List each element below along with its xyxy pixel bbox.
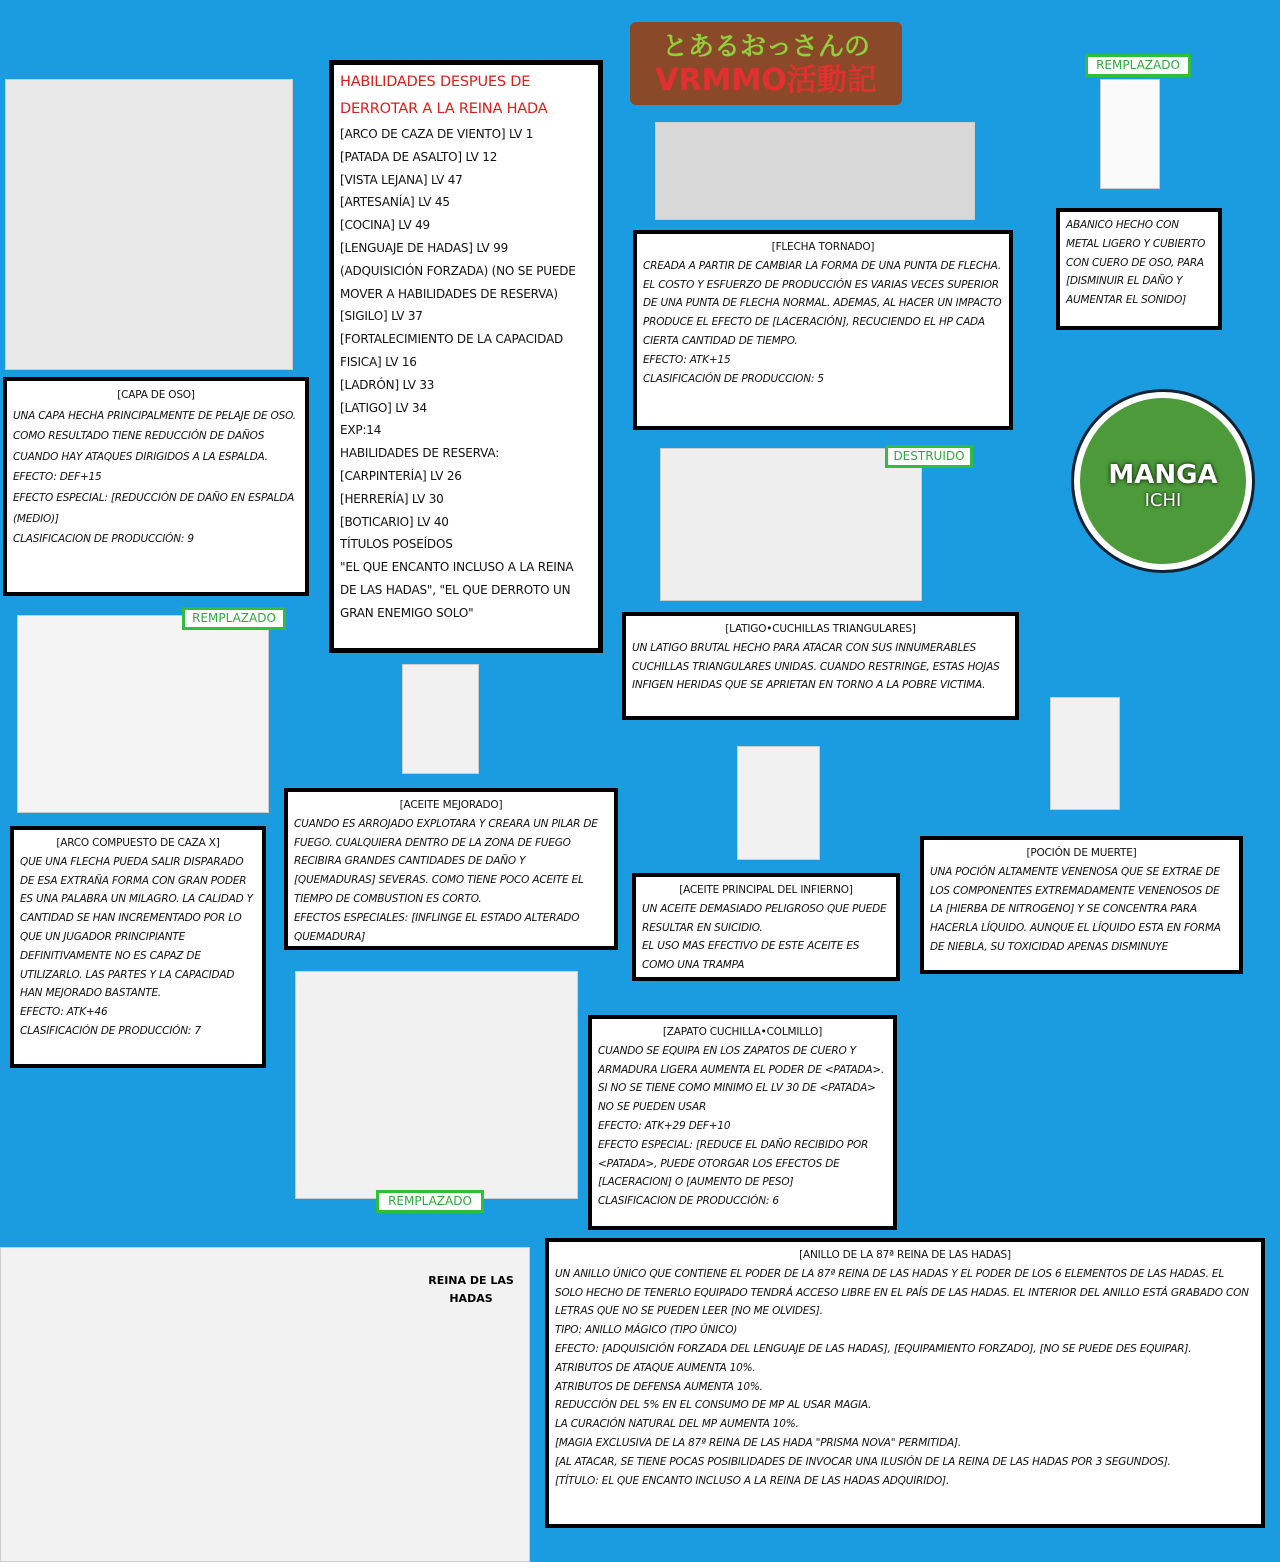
item-capa-de-oso: [CAPA DE OSO] UNA CAPA HECHA PRINCIPALMENTE DE PELAJE DE OSO. COMO RESULTADO TIENE REDUCCIÓN DE DAÑOS CUANDO HAY ATAQUES DIRIGIDOS A LA ESPALDA. EFECTO: DEF+15 EFECTO ESPECIAL: [REDUCCIÓN DE DAÑO EN ESPALDA (MEDIO)] CLASIFICACION DE PRODUCCIÓN: 9 xyxy=(3,377,309,596)
bow-panel xyxy=(17,615,269,813)
series-logo: とあるおっさんの VRMMO活動記 xyxy=(630,22,902,105)
item-anillo: [ANILLO DE LA 87ª REINA DE LAS HADAS] UN ANILLO ÚNICO QUE CONTIENE EL PODER DE LA 87ª REINA DE LAS HADAS Y EL PODER DE LOS 6 ELEMENTOS DE LAS HADAS. EL SOLO HECHO DE TENERLO EQUIPADO TENDRÁ ACCESO LIBRE EN EL PAÍS DE LAS HADAS. EL INTERIOR DEL ANILLO ESTÁ GRABADO CON LETRAS QUE NO SE PUEDEN LEER [NO ME OLVIDES]. TIPO: ANILLO MÁGICO (TIPO ÚNICO) EFECTO: [ADQUISICIÓN FORZADA DEL LENGUAJE DE LAS HADAS], [EQUIPAMIENTO FORZADO], [NO SE PUEDE DES EQUIPAR]. ATRIBUTOS DE ATAQUE AUMENTA 10%. ATRIBUTOS DE DEFENSA AUMENTA 10%. REDUCCIÓN DEL 5% EN EL CONSUMO DE MP AL USAR MAGIA. LA CURACIÓN NATURAL DEL MP AUMENTA 10%. [MAGIA EXCLUSIVA DE LA 87ª REINA DE LAS HADA "PRISMA NOVA" PERMITIDA]. [AL ATACAR, SE TIENE POCAS POSIBILIDADES DE INVOCAR UNA ILUSIÓN DE LA REINA DE LAS HADAS POR 3 SEGUNDOS]. [TÍTULO: EL QUE ENCANTO INCLUSO A LA REINA DE LAS HADAS ADQUIRIDO]. xyxy=(545,1238,1265,1528)
skills-box: HABILIDADES DESPUES DE DERROTAR A LA REINA HADA [ARCO DE CAZA DE VIENTO] LV 1 [PATADA DE ASALTO] LV 12 [VISTA LEJANA] LV 47 [ARTESANÍA] LV 45 [COCINA] LV 49 [LENGUAJE DE HADAS] LV 99 (ADQUISICIÓN FORZADA) (NO SE PUEDE MOVER A HABILIDADES DE RESERVA) [SIGILO] LV 37 [FORTALECIMIENTO DE LA CAPACIDAD FISICA] LV 16 [LADRÓN] LV 33 [LATIGO] LV 34 EXP:14 HABILIDADES DE RESERVA: [CARPINTERÍA] LV 26 [HERRERÍA] LV 30 [BOTICARIO] LV 40 TÍTULOS POSEÍDOS "EL QUE ENCANTO INCLUSO A LA REINA DE LAS HADAS", "EL QUE DERROTO UN GRAN ENEMIGO SOLO" xyxy=(329,60,603,653)
flask-image xyxy=(402,664,479,774)
replaced-badge: REMPLAZADO xyxy=(376,1190,484,1213)
item-aceite-mejorado: [ACEITE MEJORADO] CUANDO ES ARROJADO EXPLOTARA Y CREARA UN PILAR DE FUEGO. CUALQUIERA DENTRO DE LA ZONA DE FUEGO RECIBIRA GRANDES CANTIDADES DE DAÑO Y [QUEMADURAS] SEVERAS. COMO TIENE POCO ACEITE EL TIEMPO DE COMBUSTION ES CORTO. EFECTOS ESPECIALES: [INFLINGE EL ESTADO ALTERADO QUEMADURA] xyxy=(284,788,618,950)
destroyed-badge: DESTRUIDO xyxy=(885,445,973,468)
item-flecha-tornado: [FLECHA TORNADO] CREADA A PARTIR DE CAMBIAR LA FORMA DE UNA PUNTA DE FLECHA. EL COSTO Y ESFUERZO DE PRODUCCIÓN ES VARIAS VECES SUPERIOR DE UNA PUNTA DE FLECHA NORMAL. ADEMAS, AL HACER UN IMPACTO PRODUCE EL EFECTO DE [LACERACIÓN], RECUCIENDO EL HP CADA CIERTA CANTIDAD DE TIEMPO. EFECTO: ATK+15 CLASIFICACIÓN DE PRODUCCION: 5 xyxy=(633,230,1013,430)
manga-panel-bear-cape xyxy=(5,79,293,370)
arrow-image xyxy=(655,122,975,220)
replaced-badge: REMPLAZADO xyxy=(182,607,286,630)
item-pocion-de-muerte: [POCIÓN DE MUERTE] UNA POCIÓN ALTAMENTE VENENOSA QUE SE EXTRAE DE LOS COMPONENTES EXTREMADAMENTE VENENOSOS DE LA [HIERBA DE NITROGENO] Y SE CONCENTRA PARA HACERLA LÍQUIDO. AUNQUE EL LÍQUIDO ESTA EN FORMA DE NIEBLA, SU TOXICIDAD APENAS DISMINUYE xyxy=(920,836,1243,974)
item-abanico: ABANICO HECHO CON METAL LIGERO Y CUBIERTO CON CUERO DE OSO, PARA [DISMINUIR EL DAÑO Y AUMENTAR EL SONIDO] xyxy=(1056,208,1222,330)
reina-label: REINA DE LAS HADAS xyxy=(428,1274,514,1305)
fairy-queen-panel xyxy=(0,1247,530,1562)
fan-image xyxy=(1100,79,1160,189)
item-zapato: [ZAPATO CUCHILLA•COLMILLO] CUANDO SE EQUIPA EN LOS ZAPATOS DE CUERO Y ARMADURA LIGERA AUMENTA EL PODER DE <PATADA>. SI NO SE TIENE COMO MINIMO EL LV 30 DE <PATADA> NO SE PUEDEN USAR EFECTO: ATK+29 DEF+10 EFECTO ESPECIAL: [REDUCE EL DAÑO RECIBIDO POR <PATADA>, PUEDE OTORGAR LOS EFECTOS DE [LACERACION] O [AUMENTO DE PESO] CLASIFICACION DE PRODUCCIÓN: 6 xyxy=(588,1015,897,1230)
replaced-badge: REMPLAZADO xyxy=(1085,54,1191,77)
item-arco-compuesto: [ARCO COMPUESTO DE CAZA X] QUE UNA FLECHA PUEDA SALIR DISPARADO DE ESA EXTRAÑA FORMA CON GRAN PODER ES UNA PALABRA UN MILAGRO. LA CALIDAD Y CANTIDAD SE HAN INCREMENTADO POR LO QUE UN JUGADOR PRINCIPIANTE DEFINITIVAMENTE NO ES CAPAZ DE UTILIZARLO. LAS PARTES Y LA CAPACIDAD HAN MEJORADO BASTANTE. EFECTO: ATK+46 CLASIFICACIÓN DE PRODUCCIÓN: 7 xyxy=(10,826,266,1068)
flask-image xyxy=(737,746,820,860)
manga-ichi-logo: MANGA ICHI xyxy=(1074,392,1252,570)
flask-image xyxy=(1050,697,1120,810)
whip-image xyxy=(660,448,922,601)
item-aceite-infierno: [ACEITE PRINCIPAL DEL INFIERNO] UN ACEITE DEMASIADO PELIGROSO QUE PUEDE RESULTAR EN SUICIDIO. EL USO MAS EFECTIVO DE ESTE ACEITE ES COMO UNA TRAMPA xyxy=(632,873,900,981)
item-latigo: [LATIGO•CUCHILLAS TRIANGULARES] UN LATIGO BRUTAL HECHO PARA ATACAR CON SUS INNUMERABLES CUCHILLAS TRIANGULARES UNIDAS. CUANDO RESTRINGE, ESTAS HOJAS INFIGEN HERIDAS QUE SE APRIETAN EN TORNO A LA POBRE VICTIMA. xyxy=(622,612,1019,720)
shoe-image xyxy=(295,971,578,1199)
